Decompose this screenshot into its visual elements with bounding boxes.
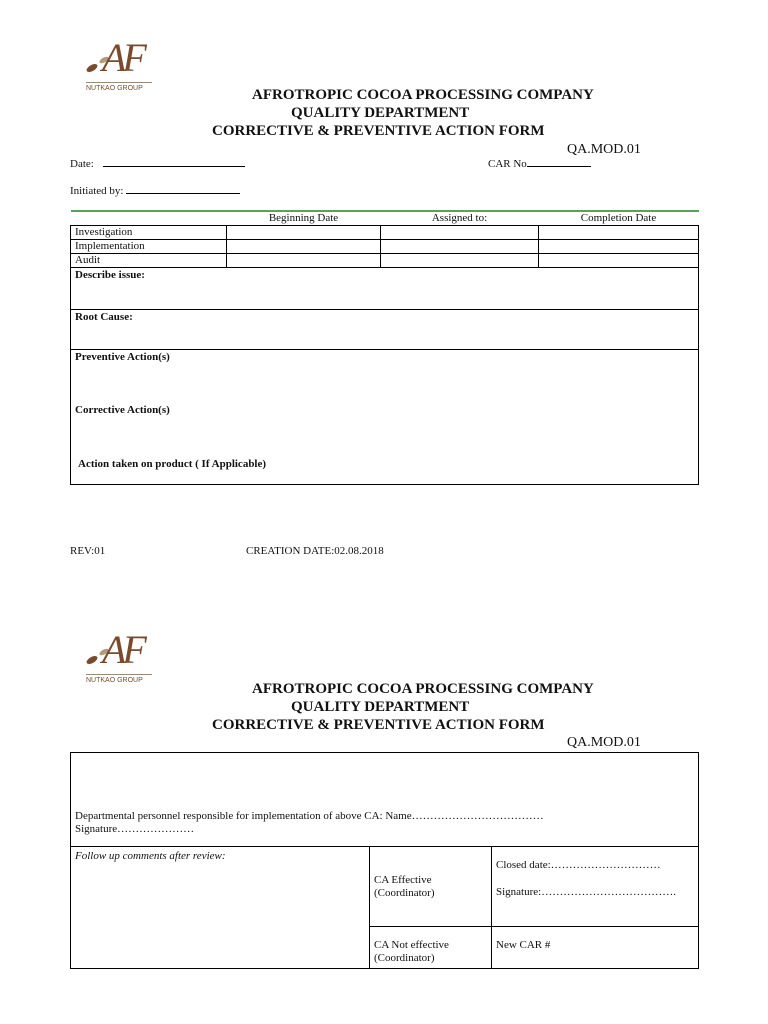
- coordinator-label: (Coordinator): [374, 886, 435, 899]
- revision: REV:01: [70, 545, 106, 557]
- action-schedule-table: [70, 210, 699, 268]
- follow-up-label: Follow up comments after review:: [75, 850, 226, 862]
- company-logo: [84, 627, 156, 694]
- table-cell[interactable]: [539, 226, 699, 240]
- root-cause-box[interactable]: [70, 309, 699, 350]
- root-cause-label: Root Cause:: [75, 311, 133, 323]
- date-label: Date:: [70, 158, 94, 170]
- logo-group-name: NUTKAO GROUP: [86, 677, 143, 684]
- logo-mark: AF: [102, 627, 143, 672]
- describe-issue-box[interactable]: [70, 267, 699, 310]
- personnel-line: Departmental personnel responsible for implementation of above CA: Name………………………………: [75, 810, 544, 822]
- new-car-label: New CAR #: [496, 939, 551, 951]
- review-table: [70, 752, 699, 969]
- actions-box[interactable]: [70, 349, 699, 485]
- coordinator-label: (Coordinator): [374, 952, 435, 964]
- company-logo: [84, 35, 156, 102]
- preventive-label: Preventive Action(s): [75, 351, 170, 363]
- signature-line: Signature…………………: [75, 823, 195, 835]
- table-cell[interactable]: [539, 254, 699, 268]
- company-name: AFROTROPIC COCOA PROCESSING COMPANY: [252, 681, 594, 697]
- ca-not-effective-label: CA Not effective: [374, 939, 449, 951]
- table-cell[interactable]: [227, 226, 381, 240]
- row-label: Investigation: [71, 226, 227, 240]
- table-cell[interactable]: [381, 254, 539, 268]
- new-car-cell[interactable]: [492, 927, 699, 969]
- closing-signature-label: Signature:……………………………….: [496, 886, 676, 898]
- action-product-label: Action taken on product ( If Applicable): [78, 458, 267, 470]
- table-cell[interactable]: [227, 254, 381, 268]
- follow-up-cell[interactable]: [71, 847, 370, 969]
- row-label: Audit: [71, 254, 227, 268]
- table-cell[interactable]: [381, 226, 539, 240]
- initiated-field[interactable]: [126, 193, 240, 194]
- initiated-label: Initiated by:: [70, 185, 124, 197]
- logo-mark: AF: [102, 35, 143, 80]
- form-code: QA.MOD.01: [567, 142, 641, 157]
- table-header-blank: [71, 211, 227, 226]
- car-row: [488, 158, 591, 170]
- company-name: AFROTROPIC COCOA PROCESSING COMPANY: [252, 87, 594, 103]
- ca-not-effective-cell[interactable]: [370, 927, 492, 969]
- date-row: [70, 158, 245, 170]
- personnel-cell[interactable]: [71, 753, 699, 847]
- form-title: CORRECTIVE & PREVENTIVE ACTION FORM: [212, 717, 545, 733]
- table-row: [71, 254, 699, 268]
- initiated-row: [70, 185, 240, 197]
- table-header: Assigned to:: [381, 211, 539, 226]
- closing-cell[interactable]: [492, 847, 699, 927]
- date-field[interactable]: [103, 166, 245, 167]
- table-cell[interactable]: [381, 240, 539, 254]
- form-title: CORRECTIVE & PREVENTIVE ACTION FORM: [212, 123, 545, 139]
- row-label: Implementation: [71, 240, 227, 254]
- table-cell[interactable]: [539, 240, 699, 254]
- creation-date: CREATION DATE:02.08.2018: [246, 545, 384, 557]
- form-code: QA.MOD.01: [567, 735, 641, 750]
- table-row: [71, 226, 699, 240]
- department-name: QUALITY DEPARTMENT: [291, 699, 470, 715]
- table-row: [71, 240, 699, 254]
- table-cell[interactable]: [227, 240, 381, 254]
- closed-date-label: Closed date:…………………………: [496, 859, 661, 871]
- car-field[interactable]: [527, 166, 591, 167]
- ca-effective-cell[interactable]: [370, 847, 492, 927]
- describe-issue-label: Describe issue:: [75, 269, 145, 281]
- department-name: QUALITY DEPARTMENT: [291, 105, 470, 121]
- ca-effective-label: CA Effective: [374, 873, 432, 886]
- car-label: CAR No: [488, 158, 527, 170]
- table-header: Completion Date: [539, 211, 699, 226]
- corrective-label: Corrective Action(s): [75, 404, 170, 416]
- logo-group-name: NUTKAO GROUP: [86, 85, 143, 92]
- table-header: Beginning Date: [227, 211, 381, 226]
